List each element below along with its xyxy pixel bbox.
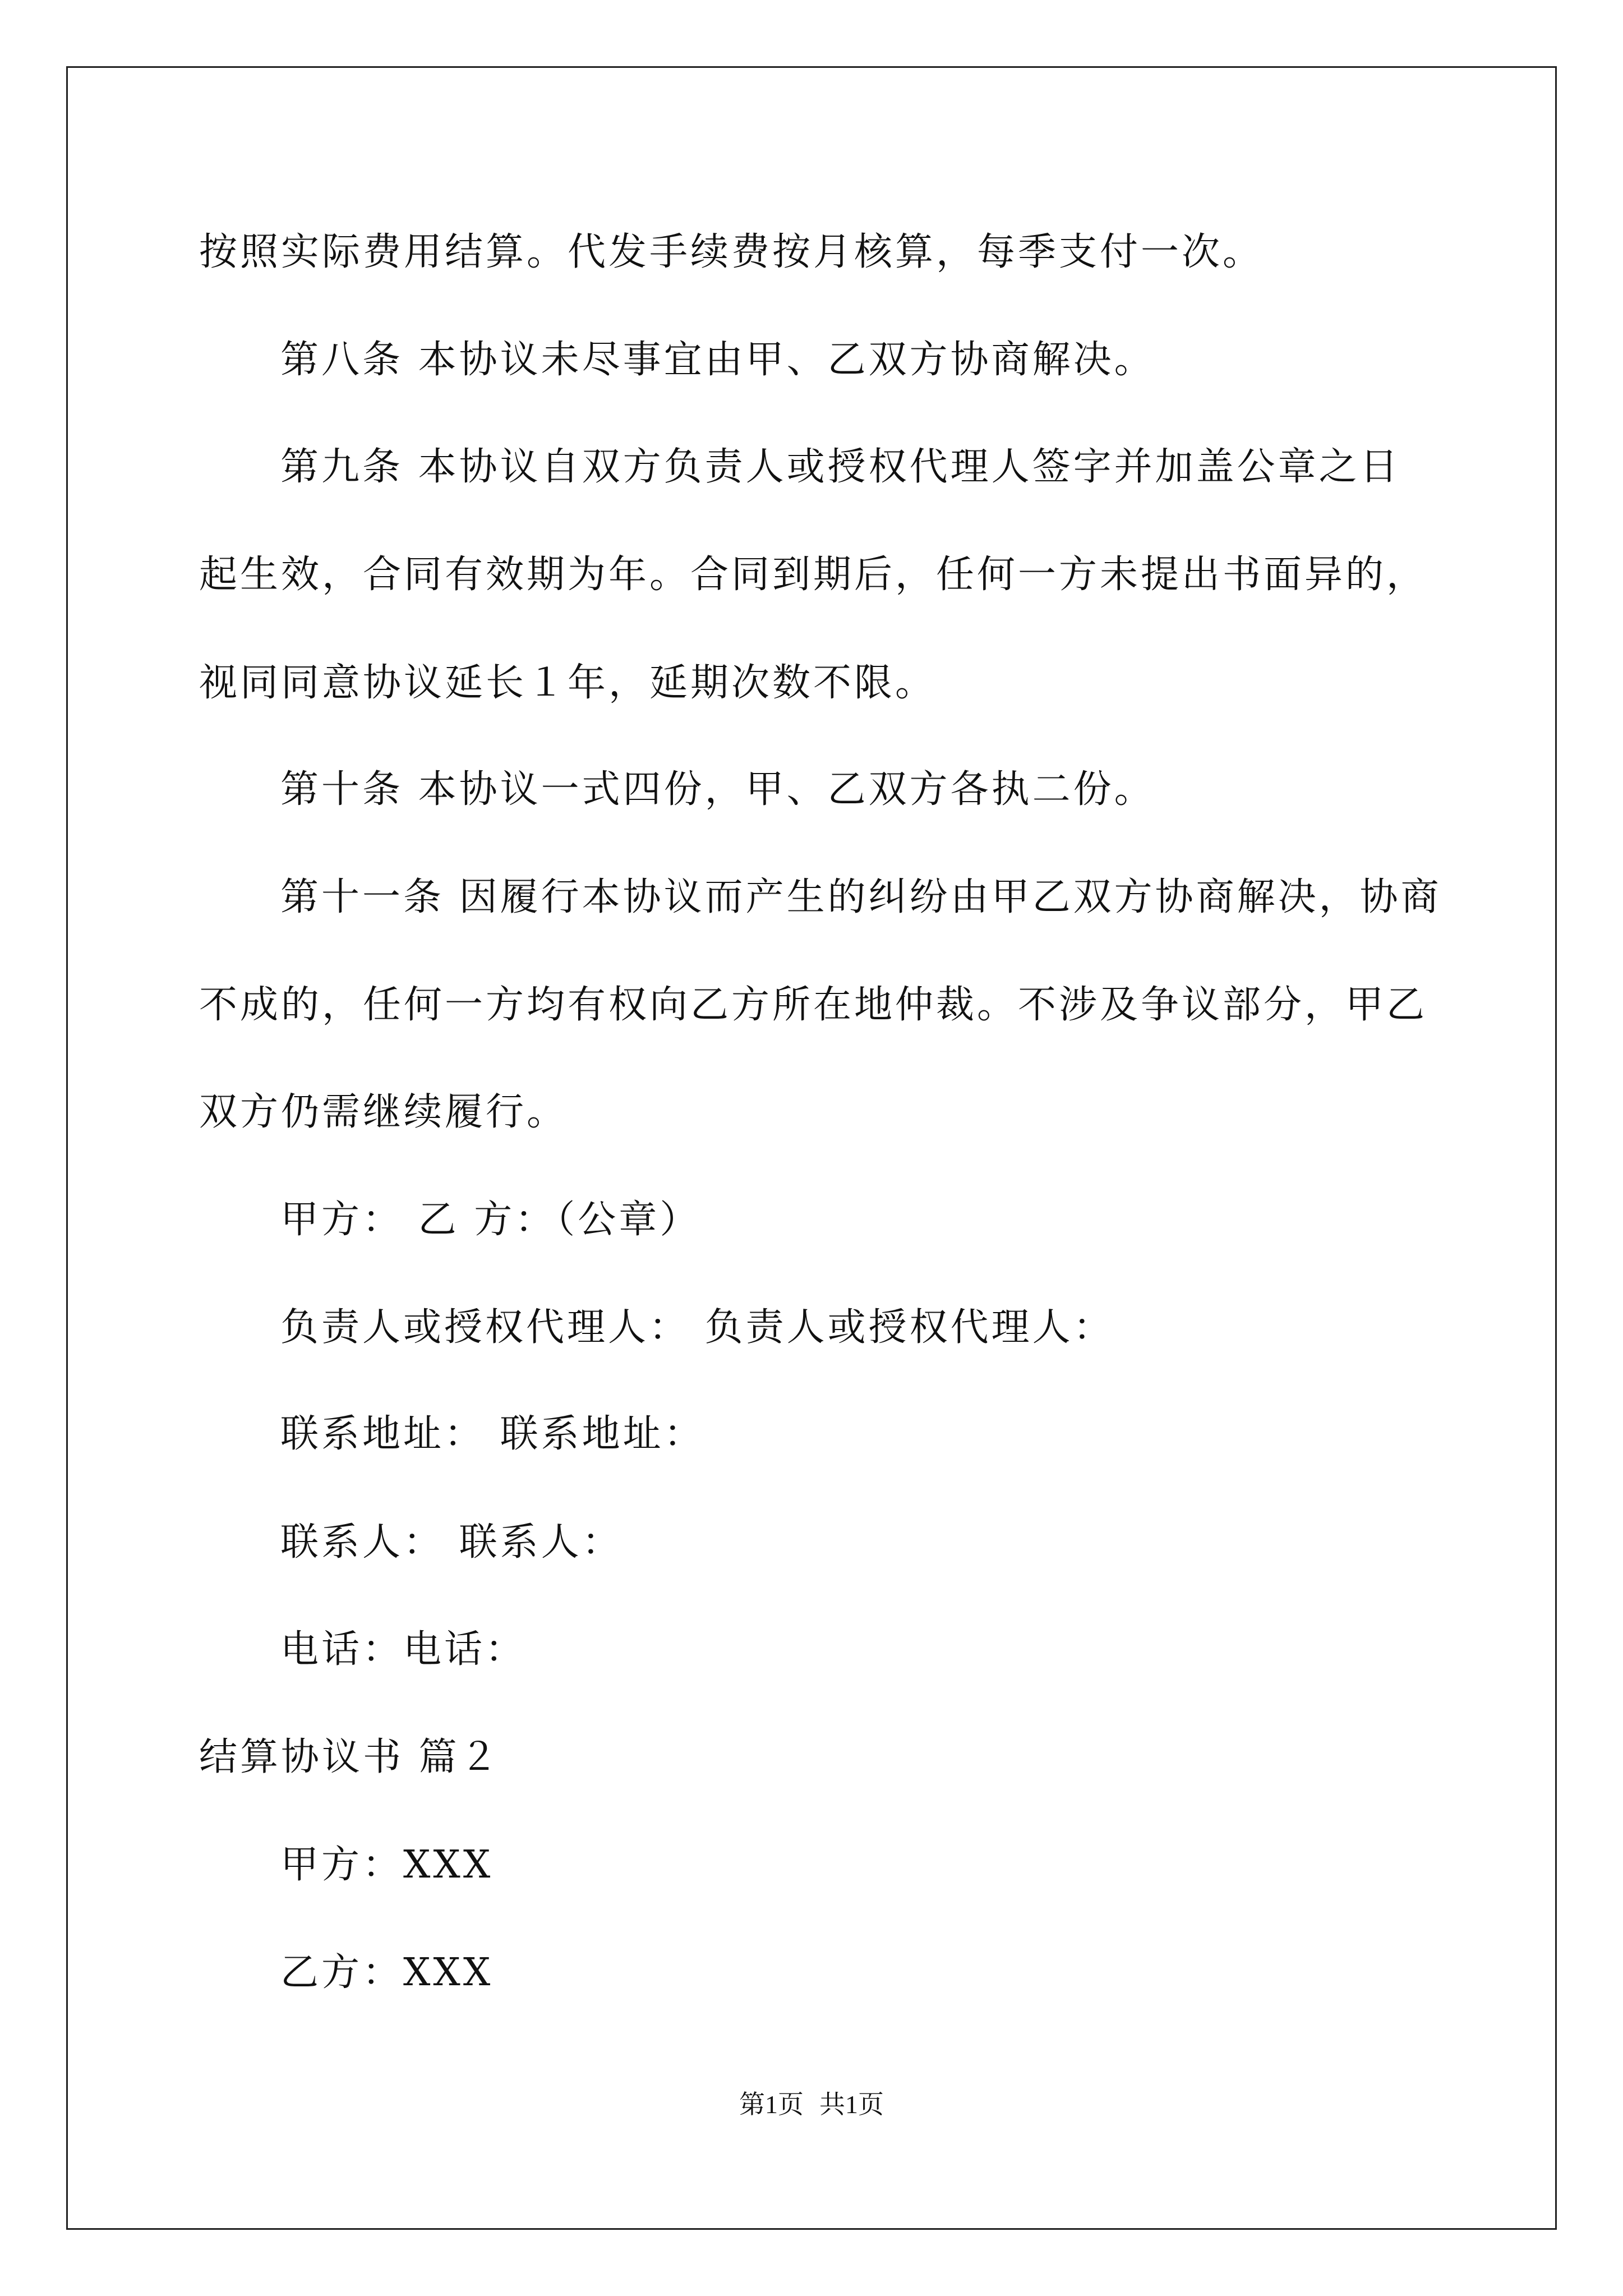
text-line: 甲方：XXX [280, 1843, 494, 1887]
page-total: 共1页 [819, 2090, 884, 2119]
text-line: 起生效，合同有效期为年。合同到期后，任何一方未提出书面异的， [199, 553, 1428, 597]
section-heading: 结算协议书 篇２ [199, 1735, 501, 1779]
text-line: 电话：电话： [280, 1627, 527, 1672]
text-line: 甲方： 乙 方：（公章） [280, 1198, 701, 1242]
page-number: 第1页 [739, 2090, 804, 2119]
page-border [66, 66, 1557, 2230]
text-line: 联系地址： 联系地址： [280, 1412, 705, 1456]
text-line: 负责人或授权代理人： 负责人或授权代理人： [280, 1305, 1114, 1350]
text-line: 联系人： 联系人： [280, 1520, 623, 1565]
text-line: 第九条 本协议自双方负责人或授权代理人签字并加盖公章之日 [280, 445, 1401, 489]
text-line: 第十一条 因履行本协议而产生的纠纷由甲乙双方协商解决，协商 [280, 875, 1442, 919]
text-line: 乙方：XXX [280, 1950, 494, 1995]
text-line: 第八条 本协议未尽事宜由甲、乙双方协商解决。 [280, 338, 1155, 382]
text-line: 视同同意协议延长１年，延期次数不限。 [199, 661, 937, 705]
text-line: 双方仍需继续履行。 [199, 1090, 568, 1134]
text-line: 第十条 本协议一式四份，甲、乙双方各执二份。 [280, 767, 1155, 812]
page-footer [0, 2088, 1623, 2122]
text-line: 按照实际费用结算。代发手续费按月核算，每季支付一次。 [199, 230, 1264, 274]
text-line: 不成的，任何一方均有权向乙方所在地仲裁。不涉及争议部分，甲乙 [199, 983, 1428, 1027]
